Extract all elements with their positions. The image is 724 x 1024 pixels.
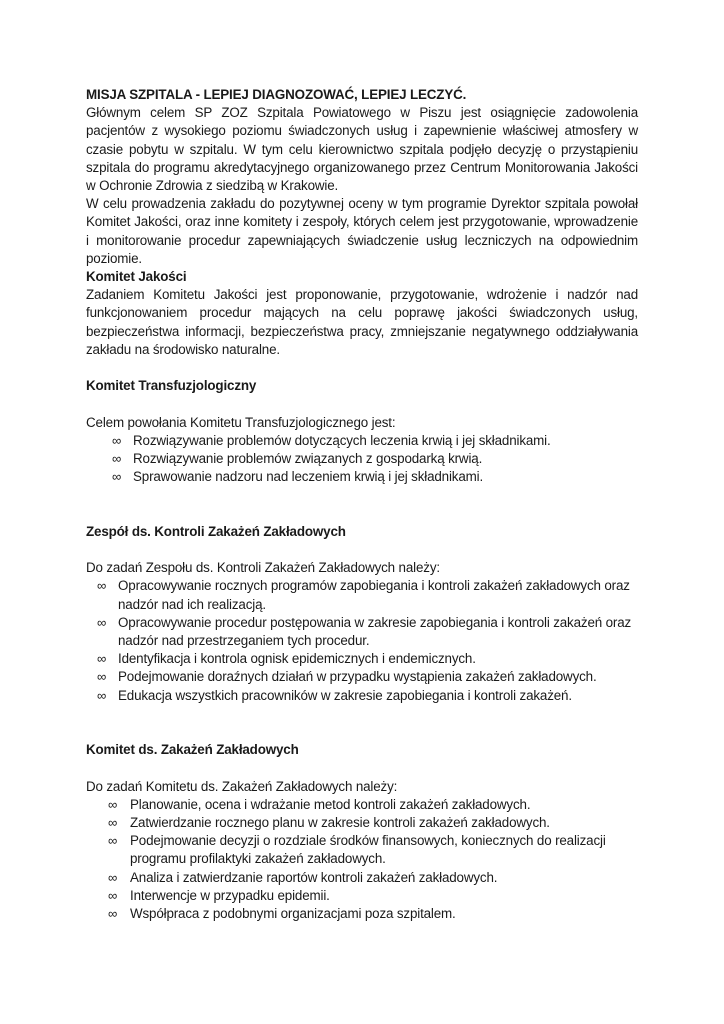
transfusion-intro: Celem powołania Komitetu Transfuzjologicznego jest: [86,414,396,430]
list-item: ∞ Opracowywanie procedur postępowania w zakresie zapobiegania i kontroli zakażeń oraz nadzór nad przestrzeganiem tych procedur. [97,614,632,649]
mission-paragraph-1: Głównym celem SP ZOZ Szpitala Powiatowego w Piszu jest osiągnięcie zadowolenia pacjentów z wysokiego poziomu świadczonych usług i zapewnienie właściwej atmosfery w czasie pobytu w szpitalu. W tym celu kierownictwo szpitala podjęło decyzję o przystąpieniu szpitala do programu akredytacyjnego organizowanego przez Centrum Monitorowania Jakości w Ochronie Zdrowia z siedzibą w Krakowie. [86,105,638,194]
mission-title: MISJA SZPITALA - LEPIEJ DIAGNOZOWAĆ, LEPIEJ LECZYĆ. [86,87,467,102]
infection-committee-heading: Komitet ds. Zakażeń Zakładowych [86,742,299,758]
list-item: ∞ Współpraca z podobnymi organizacjami poza szpitalem. [86,905,638,923]
list-item: ∞ Podejmowanie doraźnych działań w przypadku wystąpienia zakażeń zakładowych. [86,668,638,686]
infinity-bullet-icon: ∞ [97,651,107,667]
infinity-bullet-icon: ∞ [108,833,118,849]
list-item: ∞ Interwencje w przypadku epidemii. [86,887,638,905]
quality-committee-heading: Komitet Jakości [86,269,187,285]
list-item: ∞ Planowanie, ocena i wdrażanie metod kontroli zakażeń zakładowych. [86,796,638,814]
infection-team-intro: Do zadań Zespołu ds. Kontroli Zakażeń Zakładowych należy: [86,560,440,576]
list-item: ∞ Rozwiązywanie problemów związanych z gospodarką krwią. [86,450,638,468]
document-page [86,86,638,923]
infinity-bullet-icon: ∞ [108,796,118,812]
infinity-bullet-icon: ∞ [108,869,118,885]
mission-paragraph-2: W celu prowadzenia zakładu do pozytywnej oceny w tym programie Dyrektor szpitala powołał Komitet Jakości, oraz inne komitety i zespoły, których celem jest przygotowanie, wprowadzenie i monitorowanie procedur zapewniających świadczenie usług leczniczych na odpowiednim poziomie. [86,196,638,266]
list-item: ∞ Podejmowanie decyzji o rozdziale środków finansowych, koniecznych do realizacji programu profilaktyki zakażeń zakładowych. [108,833,606,867]
infinity-bullet-icon: ∞ [97,578,107,594]
infection-committee-list [86,796,638,923]
list-item: ∞ Rozwiązywanie problemów dotyczących leczenia krwią i jej składnikami. [86,432,638,450]
infinity-bullet-icon: ∞ [97,687,107,703]
infection-team-list [86,577,638,704]
infection-committee-intro: Do zadań Komitetu ds. Zakażeń Zakładowych należy: [86,778,398,794]
infinity-bullet-icon: ∞ [108,906,118,922]
infinity-bullet-icon: ∞ [112,469,122,485]
list-item: ∞ Zatwierdzanie rocznego planu w zakresie kontroli zakażeń zakładowych. [86,814,638,832]
transfusion-committee-heading: Komitet Transfuzjologiczny [86,378,257,394]
list-item: ∞ Identyfikacja i kontrola ognisk epidemicznych i endemicznych. [86,650,638,668]
infection-team-heading: Zespół ds. Kontroli Zakażeń Zakładowych [86,523,346,539]
infinity-bullet-icon: ∞ [108,815,118,831]
quality-committee-text: Zadaniem Komitetu Jakości jest proponowanie, przygotowanie, wdrożenie i nadzór nad funkcjonowaniem procedur mających na celu poprawę jakości świadczonych usług, bezpieczeństwa informacji, bezpieczeństwa pracy, zmniejszanie negatywnego oddziaływania zakładu na środowisko naturalne. [86,287,638,357]
infinity-bullet-icon: ∞ [97,669,107,685]
infinity-bullet-icon: ∞ [112,451,122,467]
list-item: ∞ Sprawowanie nadzoru nad leczeniem krwią i jej składnikami. [86,468,638,486]
infinity-bullet-icon: ∞ [112,432,122,448]
infinity-bullet-icon: ∞ [97,614,107,630]
list-item: ∞ Analiza i zatwierdzanie raportów kontroli zakażeń zakładowych. [86,869,638,887]
transfusion-list [86,432,638,487]
list-item: ∞ Edukacja wszystkich pracowników w zakresie zapobiegania i kontroli zakażeń. [86,687,638,705]
list-item: ∞ Opracowywanie rocznych programów zapobiegania i kontroli zakażeń zakładowych oraz nadzór nad ich realizacją. [97,578,630,612]
infinity-bullet-icon: ∞ [108,887,118,903]
